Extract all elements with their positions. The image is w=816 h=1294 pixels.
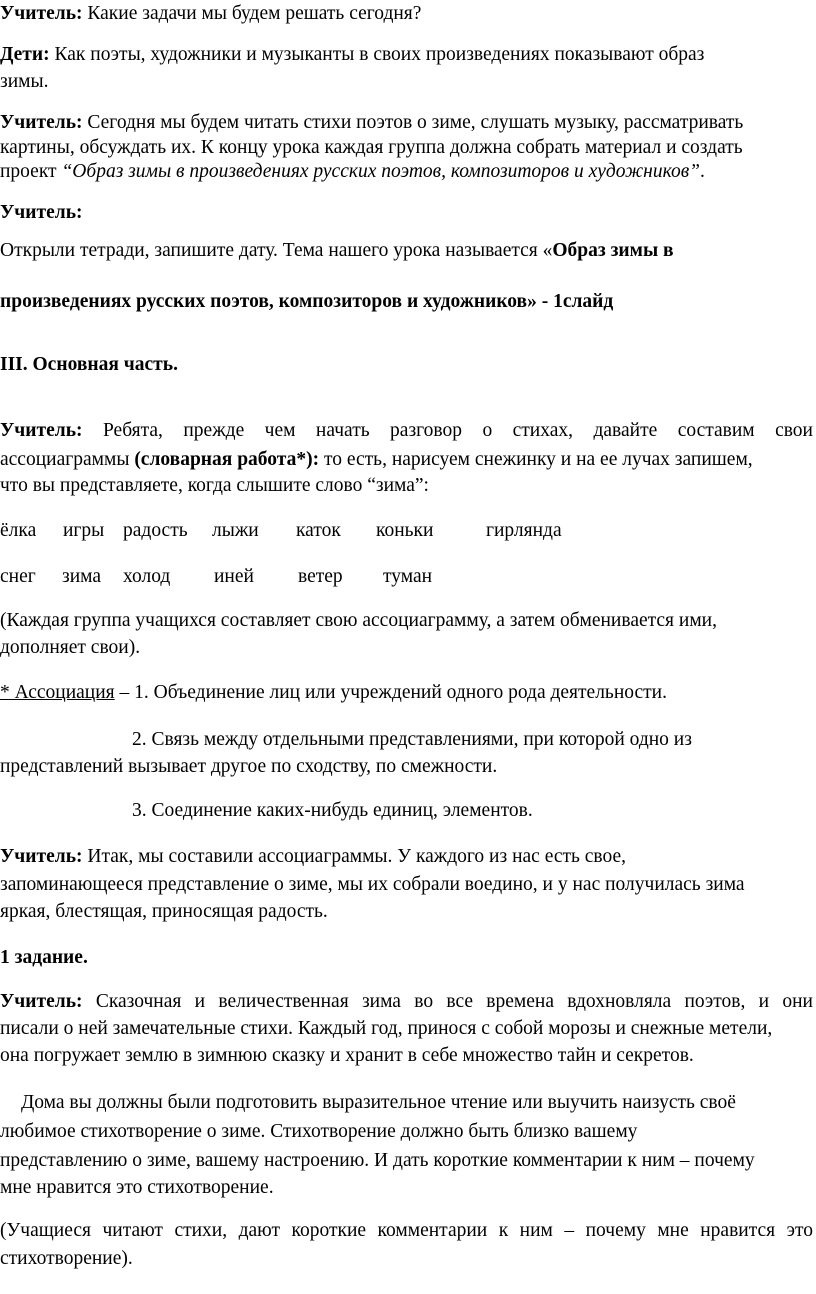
paragraph-reading-line2: стихотворение). bbox=[0, 1248, 133, 1269]
task-title: 1 задание. bbox=[0, 947, 88, 968]
paragraph-summary-line1 bbox=[0, 847, 626, 867]
paragraph-text: Открыли тетради, запишите дату. Тема нашего урока называется « bbox=[0, 240, 553, 261]
speaker-label: Учитель: bbox=[0, 420, 83, 441]
association-word: холод bbox=[123, 566, 171, 587]
footnote-definition-2-line2: представлений вызывает другое по сходству, по смежности. bbox=[0, 756, 498, 777]
paragraph-text: Итак, мы составили ассоциаграммы. У каждого из нас есть свое, bbox=[82, 846, 627, 867]
paragraph-text: Сегодня мы будем читать стихи поэтов о зиме, слушать музыку, рассматривать bbox=[82, 112, 744, 133]
paragraph-text: . bbox=[700, 161, 705, 182]
paragraph-summary-line2: запоминающееся представление о зиме, мы их собрали воедино, и у нас получилась зима bbox=[0, 874, 745, 895]
association-word: снег bbox=[0, 566, 36, 587]
speaker-label: Учитель: bbox=[0, 112, 83, 133]
paragraph-vocabulary-line1 bbox=[0, 421, 813, 441]
vocabulary-work-label: (словарная работа*): bbox=[134, 449, 320, 470]
association-word: лыжи bbox=[212, 520, 259, 541]
speaker-teacher-heading bbox=[0, 203, 83, 223]
paragraph-children-line2: зимы. bbox=[0, 71, 49, 92]
project-title: “Образ зимы в произведениях русских поэтов, композиторов и художников” bbox=[61, 161, 701, 182]
association-word: ёлка bbox=[0, 520, 37, 541]
paragraph-text: ассоциаграммы bbox=[0, 449, 135, 470]
paragraph-theme-line2 bbox=[0, 292, 613, 312]
paragraph-homework-line3: представлению о зиме, вашему настроению. И дать короткие комментарии к ним – почему bbox=[0, 1150, 755, 1171]
paragraph-winter-line3: она погружает землю в зимнюю сказку и хранит в себе множество тайн и секретов. bbox=[0, 1045, 694, 1066]
paragraph-vocabulary-line3: что вы представляете, когда слышите слово “зима”: bbox=[0, 475, 429, 496]
paragraph-text: Какие задачи мы будем решать сегодня? bbox=[82, 3, 422, 24]
speaker-label: Учитель: bbox=[0, 3, 83, 24]
section-heading bbox=[0, 355, 178, 375]
association-word: иней bbox=[214, 566, 254, 587]
speaker-label: Дети: bbox=[0, 44, 50, 65]
footnote-term: * Ассоциация bbox=[0, 682, 115, 703]
section-title: III. Основная часть. bbox=[0, 354, 178, 375]
paragraph-teacher-intro-line3 bbox=[0, 162, 705, 182]
paragraph-theme-line1 bbox=[0, 241, 674, 261]
association-word: каток bbox=[296, 520, 341, 541]
lesson-theme: Образ зимы в bbox=[552, 240, 674, 261]
association-word: зима bbox=[62, 566, 101, 587]
paragraph-winter-line2: писали о ней замечательные стихи. Каждый год, принося с собой морозы и снежные метели, bbox=[0, 1018, 773, 1039]
paragraph-vocabulary-line2 bbox=[0, 450, 753, 470]
lesson-theme: произведениях русских поэтов, композиторов и художников» - 1слайд bbox=[0, 291, 614, 312]
paragraph-text: Сказочная и величественная зима во все времена вдохновляла поэтов, и они bbox=[82, 991, 813, 1012]
paragraph-task-question bbox=[0, 4, 421, 24]
paragraph-teacher-intro-line2: картины, обсуждать их. К концу урока каждая группа должна собрать материал и создать bbox=[0, 137, 743, 158]
paragraph-reading-line1: (Учащиеся читают стихи, дают короткие комментарии к ним – почему мне нравится это bbox=[0, 1220, 813, 1241]
association-word: гирлянда bbox=[486, 520, 562, 541]
association-word: игры bbox=[63, 520, 105, 541]
speaker-label: Учитель: bbox=[0, 991, 83, 1012]
paragraph-homework-line4: мне нравится это стихотворение. bbox=[0, 1177, 274, 1198]
association-word: коньки bbox=[376, 520, 434, 541]
footnote-definition-1 bbox=[0, 683, 667, 703]
task-heading bbox=[0, 948, 88, 968]
paragraph-winter-line1 bbox=[0, 992, 813, 1012]
speaker-label: Учитель: bbox=[0, 202, 83, 223]
paragraph-homework-line2: любимое стихотворение о зиме. Стихотворение должно быть близко вашему bbox=[0, 1121, 638, 1142]
paragraph-groups-line2: дополняет свои). bbox=[0, 637, 141, 658]
association-word: туман bbox=[383, 566, 433, 587]
paragraph-text: то есть, нарисуем снежинку и на ее лучах запишем, bbox=[319, 449, 753, 470]
paragraph-children-line1 bbox=[0, 45, 704, 65]
footnote-definition-2-line1: 2. Связь между отдельными представлениями, при которой одно из bbox=[132, 729, 692, 750]
association-word: радость bbox=[123, 520, 188, 541]
footnote-definition-3: 3. Соединение каких-нибудь единиц, элементов. bbox=[132, 800, 533, 821]
paragraph-text: Как поэты, художники и музыканты в своих произведениях показывают образ bbox=[49, 44, 705, 65]
association-word: ветер bbox=[298, 566, 343, 587]
paragraph-summary-line3: яркая, блестящая, приносящая радость. bbox=[0, 901, 328, 922]
speaker-label: Учитель: bbox=[0, 846, 83, 867]
paragraph-homework-line1: Дома вы должны были подготовить выразительное чтение или выучить наизусть своё bbox=[21, 1092, 736, 1113]
footnote-text: – 1. Объединение лиц или учреждений одного рода деятельности. bbox=[114, 682, 667, 703]
paragraph-text: Ребята, прежде чем начать разговор о стихах, давайте составим свои bbox=[82, 420, 813, 441]
paragraph-teacher-intro-line1 bbox=[0, 113, 743, 133]
paragraph-text: проект bbox=[0, 161, 62, 182]
paragraph-groups-line1: (Каждая группа учащихся составляет свою ассоциаграмму, а затем обменивается ими, bbox=[0, 610, 717, 631]
